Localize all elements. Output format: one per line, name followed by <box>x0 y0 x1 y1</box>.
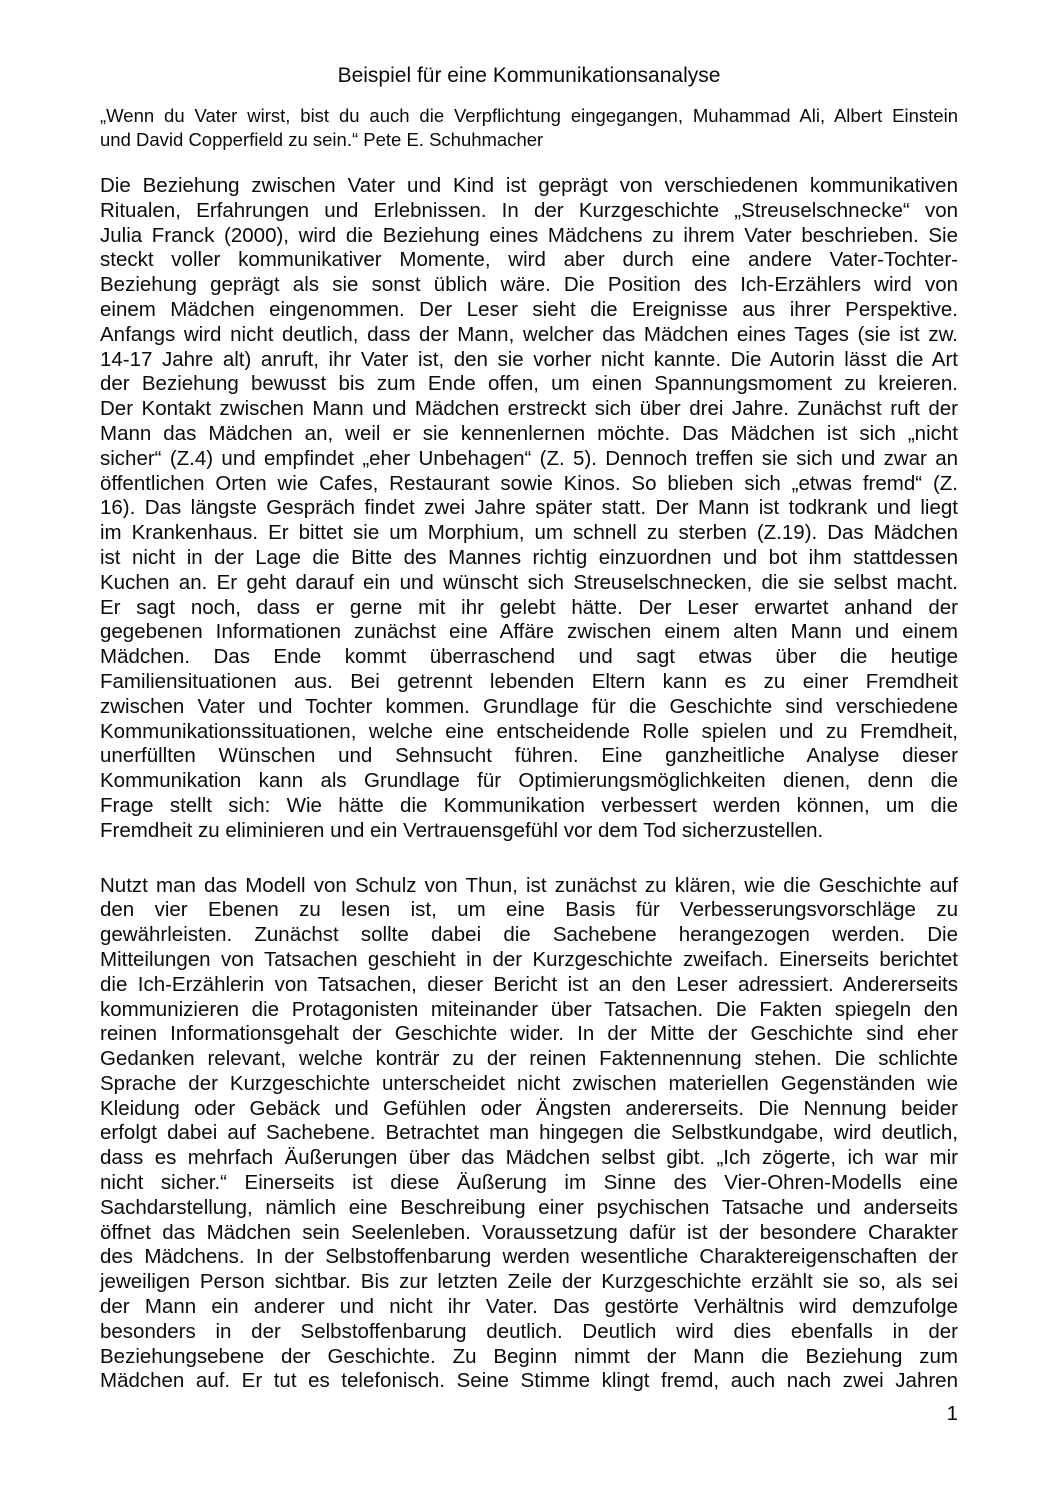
text-line: Julia Franck (2000), wird die Beziehung eines Mädchens zu ihrem Vater beschrieben. Sie <box>100 223 958 247</box>
text-line: Beziehungsebene der Geschichte. Zu Beginn nimmt der Mann die Beziehung zum <box>100 1344 958 1368</box>
text-line: die Ich-Erzählerin von Tatsachen, dieser Bericht ist an den Leser adressiert. Andererseits <box>100 972 958 996</box>
text-line: Anfangs wird nicht deutlich, dass der Mann, welcher das Mädchen eines Tages (sie ist zw. <box>100 322 958 346</box>
text-line: Mädchen. Das Ende kommt überraschend und sagt etwas über die heutige <box>100 645 958 669</box>
text-line: Mann das Mädchen an, weil er sie kennenlernen möchte. Das Mädchen ist sich „nicht <box>100 421 958 445</box>
text-line: den vier Ebenen zu lesen ist, um eine Basis für Verbesserungsvorschläge zu <box>100 898 958 922</box>
text-line: nicht sicher.“ Einerseits ist diese Äußerung im Sinne des Vier-Ohren-Modells eine <box>100 1171 958 1195</box>
text-line: Mädchen auf. Er tut es telefonisch. Seine Stimme klingt fremd, auch nach zwei Jahren <box>100 1369 958 1393</box>
text-line: gegebenen Informationen zunächst eine Affäre zwischen einem alten Mann und einem <box>100 620 958 644</box>
text-line: zwischen Vater und Tochter kommen. Grundlage für die Geschichte sind verschiedene <box>100 694 958 718</box>
text-line: reinen Informationsgehalt der Geschichte wider. In der Mitte der Geschichte sind eher <box>100 1022 958 1046</box>
text-line: Der Kontakt zwischen Mann und Mädchen erstreckt sich über drei Jahre. Zunächst ruft der <box>100 397 958 421</box>
text-line: der Beziehung bewusst bis zum Ende offen, um einen Spannungsmoment zu kreieren. <box>100 372 958 396</box>
text-line: ist nicht in der Lage die Bitte des Mannes richtig einzuordnen und bot ihm stattdessen <box>100 545 958 569</box>
text-line: Sachdarstellung, nämlich eine Beschreibung einer psychischen Tatsache und anderseits <box>100 1195 958 1219</box>
text-line: Nutzt man das Modell von Schulz von Thun, ist zunächst zu klären, wie die Geschichte auf <box>100 873 958 897</box>
text-line: Familiensituationen aus. Bei getrennt lebenden Eltern kann es zu einer Fremdheit <box>100 669 958 693</box>
page-content <box>100 0 958 1426</box>
text-line: besonders in der Selbstoffenbarung deutlich. Deutlich wird dies ebenfalls in der <box>100 1319 958 1343</box>
text-line: der Mann ein anderer und nicht ihr Vater. Das gestörte Verhältnis wird demzufolge <box>100 1295 958 1319</box>
text-line: Die Beziehung zwischen Vater und Kind ist geprägt von verschiedenen kommunikativen <box>100 174 958 197</box>
text-line: dass es mehrfach Äußerungen über das Mädchen selbst gibt. „Ich zögerte, ich war mir <box>100 1146 958 1170</box>
text-line: unerfüllten Wünschen und Sehnsucht führen. Eine ganzheitliche Analyse dieser <box>100 744 958 768</box>
body-paragraph-1 <box>100 174 958 844</box>
text-line: erfolgt dabei auf Sachebene. Betrachtet man hingegen die Selbstkundgabe, wird deutlich, <box>100 1121 958 1145</box>
text-line: Fremdheit zu eliminieren und ein Vertrauensgefühl vor dem Tod sicherzustellen. <box>100 818 824 842</box>
document-title: Beispiel für eine Kommunikationsanalyse <box>337 64 721 87</box>
text-line: des Mädchens. In der Selbstoffenbarung werden wesentliche Charaktereigenschaften der <box>100 1245 958 1269</box>
text-line: Beziehung geprägt als sie sonst üblich wäre. Die Position des Ich-Erzählers wird von <box>100 273 958 297</box>
text-line: Sprache der Kurzgeschichte unterscheidet nicht zwischen materiellen Gegenständen wie <box>100 1071 958 1095</box>
text-line: kommunizieren die Protagonisten miteinander über Tatsachen. Die Fakten spiegeln den <box>100 997 958 1021</box>
text-line: Er sagt noch, dass er gerne mit ihr gelebt hätte. Der Leser erwartet anhand der <box>100 595 958 619</box>
text-line: Kuchen an. Er geht darauf ein und wünscht sich Streuselschnecken, die sie selbst macht. <box>100 570 958 594</box>
text-line: Kommunikation kann als Grundlage für Optimierungsmöglichkeiten dienen, denn die <box>100 769 958 793</box>
text-line: 14-17 Jahre alt) anruft, ihr Vater ist, den sie vorher nicht kannte. Die Autorin lässt die Art <box>100 347 958 371</box>
text-line: öffnet das Mädchen sein Seelenleben. Voraussetzung dafür ist der besondere Charakter <box>100 1220 958 1244</box>
text-line: Ritualen, Erfahrungen und Erlebnissen. In der Kurzgeschichte „Streuselschnecke“ von <box>100 198 958 222</box>
text-line: einem Mädchen eingenommen. Der Leser sieht die Ereignisse aus ihrer Perspektive. <box>100 297 958 321</box>
text-line: jeweiligen Person sichtbar. Bis zur letzten Zeile der Kurzgeschichte erzählt sie so, als sei <box>100 1270 958 1294</box>
text-line: im Krankenhaus. Er bittet sie um Morphium, um schnell zu sterben (Z.19). Das Mädchen <box>100 521 958 545</box>
text-line: steckt voller kommunikativer Momente, wird aber durch eine andere Vater-Tochter- <box>100 248 958 272</box>
text-line: und David Copperfield zu sein.“ Pete E. Schuhmacher <box>100 129 544 150</box>
text-line: gewährleisten. Zunächst sollte dabei die Sachebene herangezogen werden. Die <box>100 923 958 947</box>
text-line: Mitteilungen von Tatsachen geschieht in der Kurzgeschichte zweifach. Einerseits berichtet <box>100 947 958 971</box>
text-line: „Wenn du Vater wirst, bist du auch die Verpflichtung eingegangen, Muhammad Ali, Albert Einstein <box>100 105 958 126</box>
body-paragraph-2 <box>100 874 958 1395</box>
text-line: Kleidung oder Gebäck und Gefühlen oder Ängsten andererseits. Die Nennung beider <box>100 1096 958 1120</box>
text-line: 16). Das längste Gespräch findet zwei Jahre später statt. Der Mann ist todkrank und liegt <box>100 496 958 520</box>
text-line: sicher“ (Z.4) und empfindet „eher Unbehagen“ (Z. 5). Dennoch treffen sie sich und zwar an <box>100 446 958 470</box>
text-line: Kommunikationssituationen, welche eine entscheidende Rolle spielen und zu Fremdheit, <box>100 719 958 743</box>
page-number: 1 <box>946 1402 958 1426</box>
text-line: Frage stellt sich: Wie hätte die Kommunikation verbessert werden können, um die <box>100 793 958 817</box>
text-line: Gedanken relevant, welche konträr zu der reinen Faktennennung stehen. Die schlichte <box>100 1047 958 1071</box>
text-line: öffentlichen Orten wie Cafes, Restaurant sowie Kinos. So blieben sich „etwas fremd“ (Z. <box>100 471 958 495</box>
epigraph-quote <box>100 104 958 152</box>
